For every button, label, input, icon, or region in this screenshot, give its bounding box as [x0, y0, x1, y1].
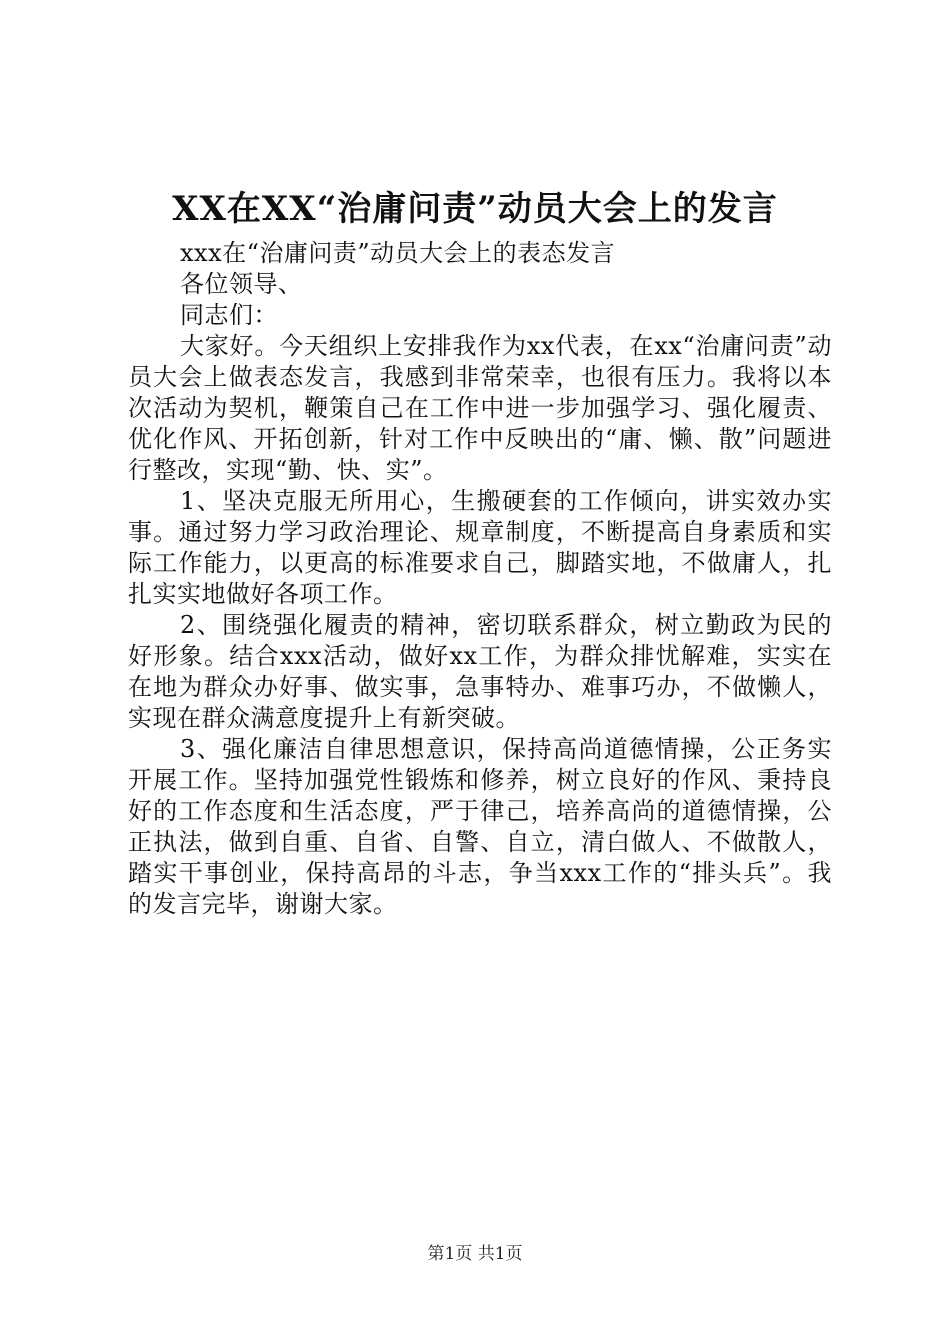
page-number-footer: 第1页 共1页 — [427, 1244, 523, 1264]
speech-subtitle: xxx在“治庸问责”动员大会上的表态发言 — [180, 239, 616, 267]
salutation-leaders: 各位领导、 — [180, 270, 303, 298]
paragraph-intro: 大家好。今天组织上安排我作为xx代表，在xx“治庸问责”动员大会上做表态发言，我感到非常荣幸，也很有压力。我将以本次活动为契机，鞭策自己在工作中进一步加强学习、强化履责、优化作风、开拓创新，针对工作中反映出的“庸、懒、散”问题进行整改，实现“勤、快、实”。 — [128, 332, 832, 484]
salutation-comrades: 同志们： — [180, 301, 278, 329]
paragraph-point-1: 1、坚决克服无所用心，生搬硬套的工作倾向，讲实效办实事。通过努力学习政治理论、规章制度，不断提高自身素质和实际工作能力，以更高的标准要求自己，脚踏实地，不做庸人，扎扎实实地做好各项工作。 — [128, 487, 832, 608]
document-body — [128, 238, 832, 920]
document-title: XX在XX“治庸问责”动员大会上的发言 — [172, 189, 778, 229]
paragraph-point-2: 2、围绕强化履责的精神，密切联系群众，树立勤政为民的好形象。结合xxx活动，做好xx工作，为群众排忧解难，实实在在地为群众办好事、做实事，急事特办、难事巧办，不做懒人，实现在群众满意度提升上有新突破。 — [128, 611, 832, 732]
paragraph-point-3: 3、强化廉洁自律思想意识，保持高尚道德情操，公正务实开展工作。坚持加强党性锻炼和修养，树立良好的作风、秉持良好的工作态度和生活态度，严于律己，培养高尚的道德情操，公正执法，做到自重、自省、自警、自立，清白做人、不做散人，踏实干事创业，保持高昂的斗志，争当xxx工作的“排头兵”。我的发言完毕，谢谢大家。 — [128, 735, 832, 918]
